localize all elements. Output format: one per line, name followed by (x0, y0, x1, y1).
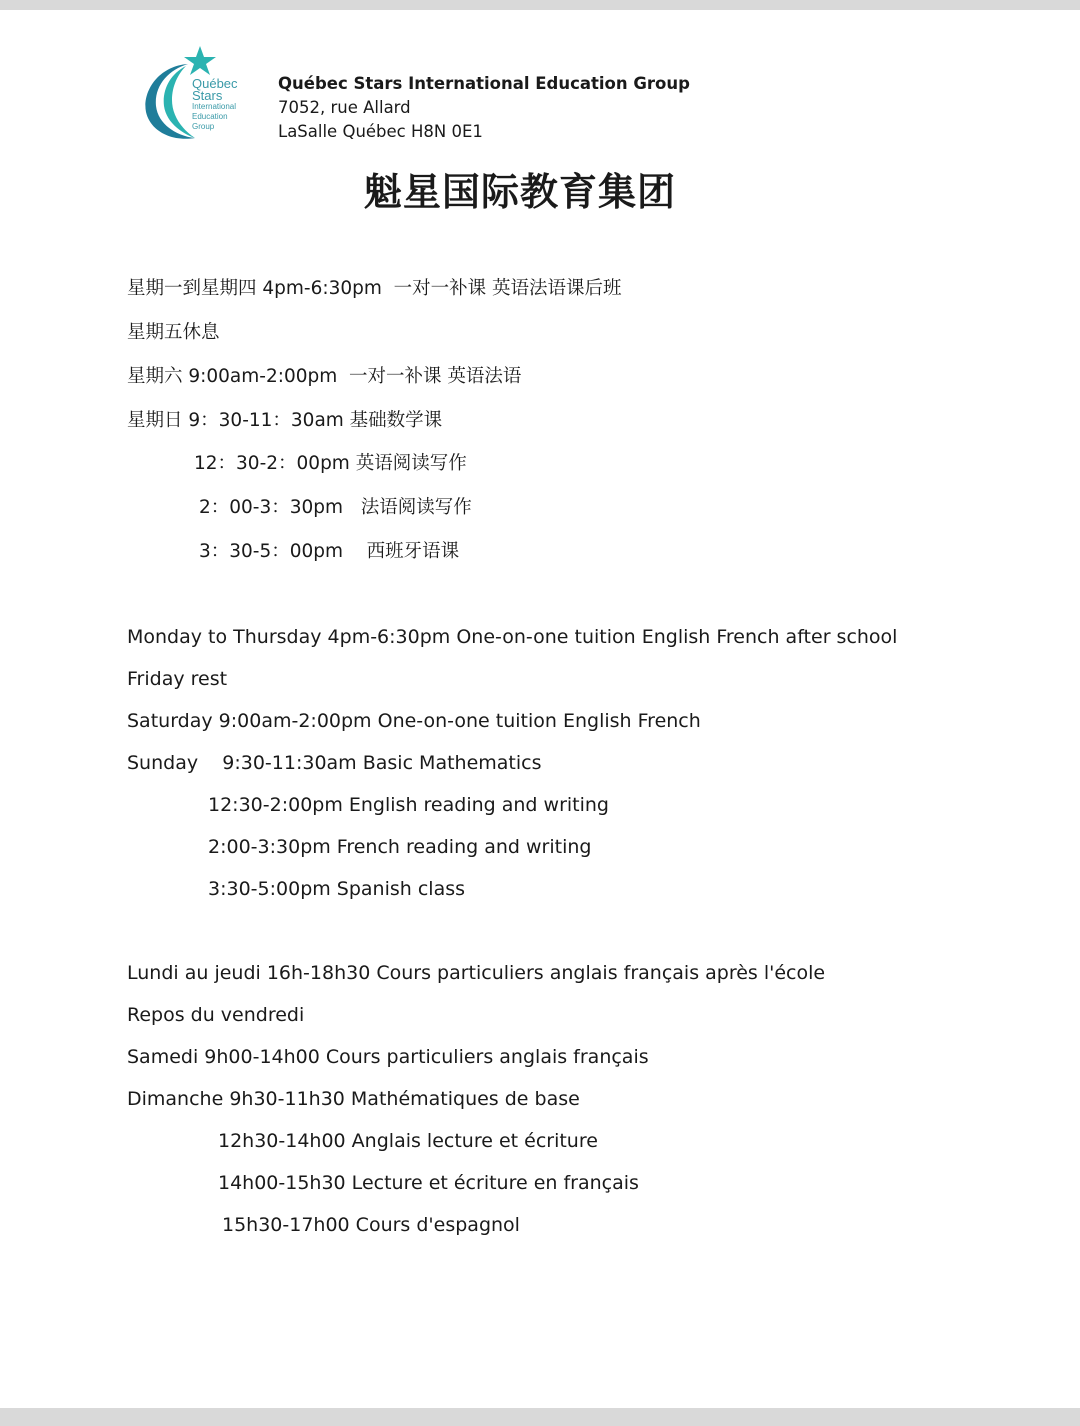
schedule-line-fr: Dimanche 9h30-11h30 Mathématiques de base (127, 1088, 580, 1110)
schedule-line-en: Sunday 9:30-11:30am Basic Mathematics (127, 752, 542, 774)
logo-text-line: Stars (192, 88, 223, 103)
schedule-line-en: Monday to Thursday 4pm-6:30pm One-on-one tuition English French after school (127, 626, 898, 648)
address-line: 7052, rue Allard (278, 98, 411, 117)
organization-info (278, 72, 690, 144)
company-logo (140, 44, 250, 144)
schedule-line-en: 2:00-3:30pm French reading and writing (208, 836, 592, 858)
page-title: 魁星国际教育集团 (363, 169, 676, 214)
logo-text-line: Group (192, 122, 215, 131)
schedule-line-fr: 15h30-17h00 Cours d'espagnol (222, 1214, 520, 1236)
schedule-line-fr: Samedi 9h00-14h00 Cours particuliers anglais français (127, 1046, 649, 1068)
schedule-line-fr: Lundi au jeudi 16h-18h30 Cours particuliers anglais français après l'école (127, 962, 826, 984)
schedule-line-fr: 14h00-15h30 Lecture et écriture en français (218, 1172, 639, 1194)
address-line: LaSalle Québec H8N 0E1 (278, 122, 483, 141)
top-border (0, 0, 1080, 10)
schedule-line-fr: Repos du vendredi (127, 1004, 305, 1026)
logo-text (192, 78, 238, 132)
schedule-line-cn: 3：30-5：00pm 西班牙语课 (199, 541, 460, 562)
schedule-line-cn: 星期五休息 (127, 322, 220, 343)
bottom-border (0, 1408, 1080, 1426)
schedule-line-cn: 星期一到星期四 4pm-6:30pm 一对一补课 英语法语课后班 (127, 278, 622, 299)
schedule-line-fr: 12h30-14h00 Anglais lecture et écriture (218, 1130, 598, 1152)
schedule-line-en: 12:30-2:00pm English reading and writing (208, 794, 609, 816)
logo-text-line: Québec (192, 76, 238, 91)
schedule-line-cn: 星期六 9:00am-2:00pm 一对一补课 英语法语 (127, 366, 522, 387)
schedule-line-en: Saturday 9:00am-2:00pm One-on-one tuition English French (127, 710, 701, 732)
schedule-line-cn: 2：00-3：30pm 法语阅读写作 (199, 497, 472, 518)
schedule-line-en: Friday rest (127, 668, 228, 690)
schedule-line-cn: 星期日 9：30-11：30am 基础数学课 (127, 410, 443, 431)
organization-name: Québec Stars International Education Group (278, 74, 690, 93)
schedule-line-cn: 12：30-2：00pm 英语阅读写作 (194, 453, 467, 474)
logo-text-line: International (192, 102, 237, 111)
logo-text-line: Education (192, 112, 228, 121)
schedule-line-en: 3:30-5:00pm Spanish class (208, 878, 466, 900)
